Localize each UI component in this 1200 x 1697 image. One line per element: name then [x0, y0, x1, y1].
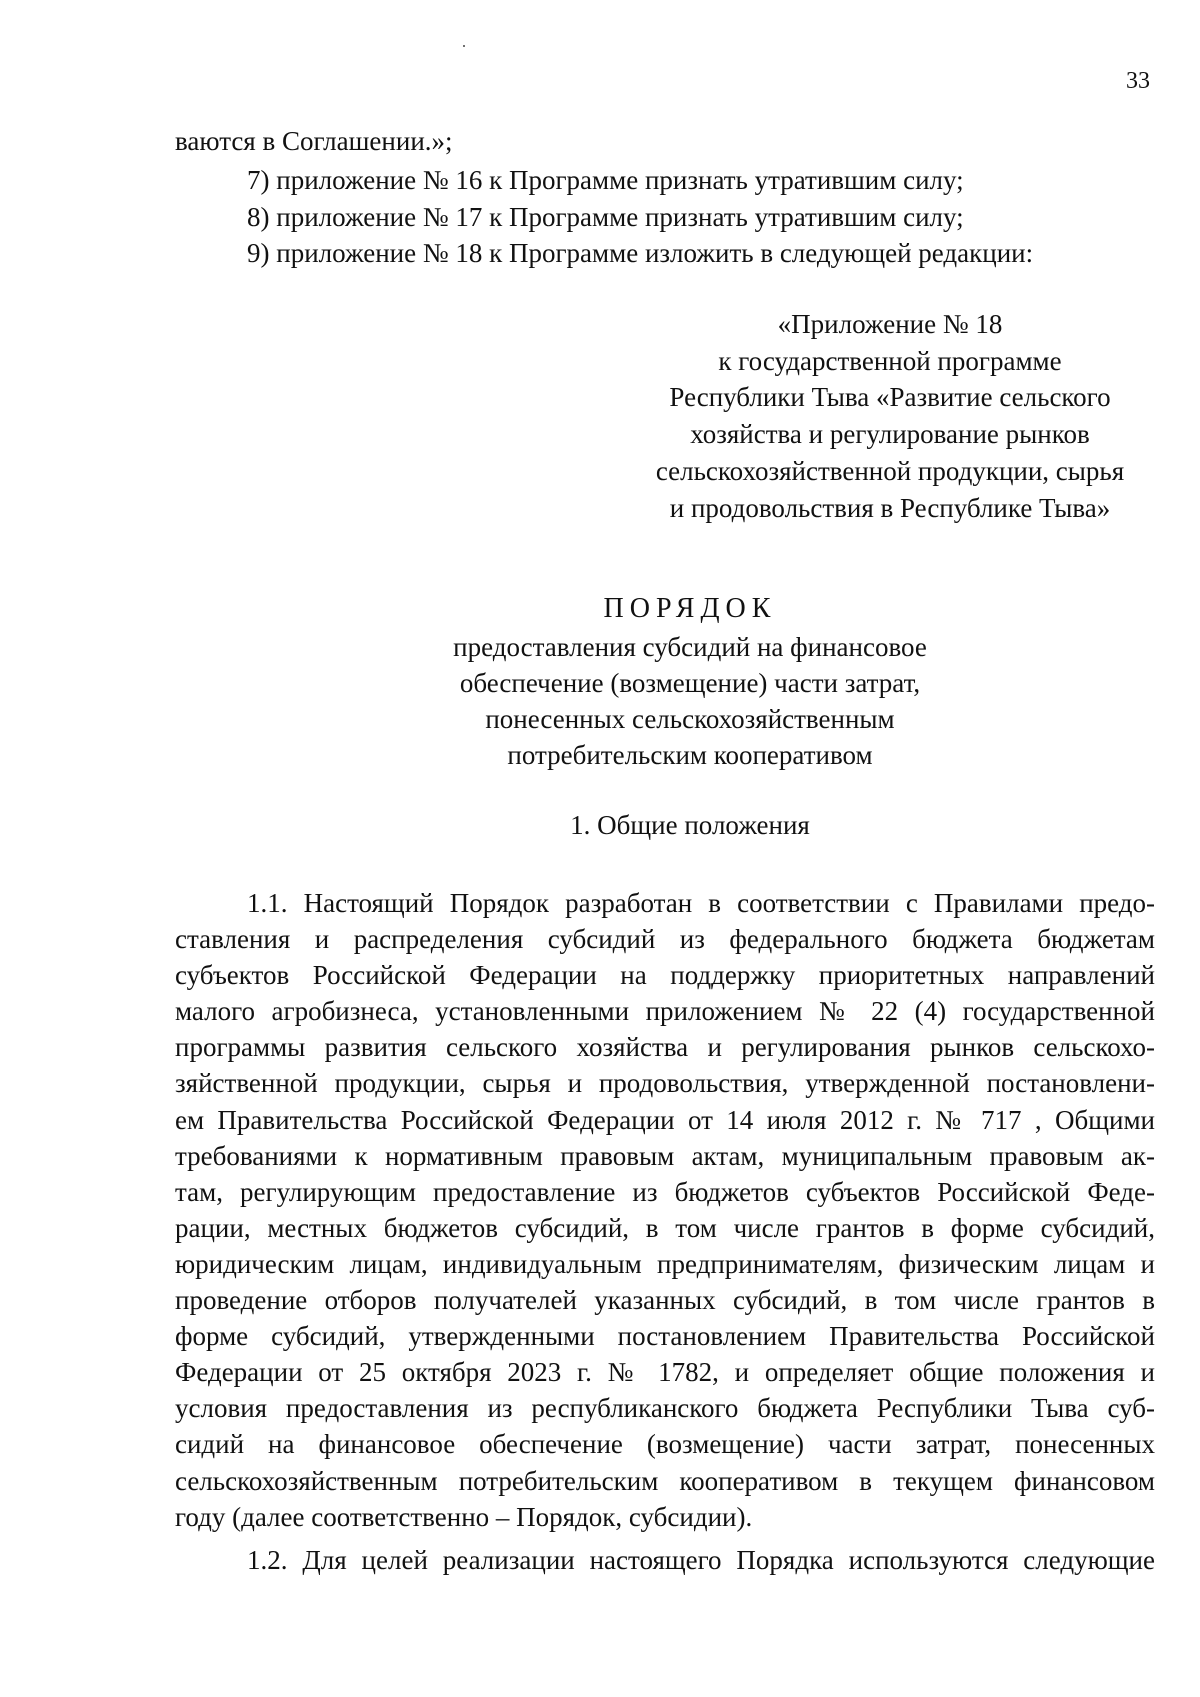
heading-title: ПОРЯДОК	[603, 593, 777, 624]
intro-line: 7) приложение № 16 к Программе признать утратившим силу;	[247, 165, 964, 195]
paragraph-line: юридическим лицам, индивидуальным предпринимателям, физическим лицам и	[175, 1248, 1155, 1279]
paragraph-line: ем Правительства Российской Федерации от 14 июля 2012 г. № 717 , Общими	[175, 1104, 1155, 1135]
heading-subtitle-line: обеспечение (возмещение) части затрат,	[459, 668, 921, 698]
paragraph-line: зяйственной продукции, сырья и продовольствия, утвержденной постановлени-	[175, 1068, 1155, 1099]
appendix-line: «Приложение № 18	[777, 309, 1003, 339]
paragraph-1-1	[175, 885, 1155, 1535]
paragraph-line: субъектов Российской Федерации на поддержку приоритетных направлений	[175, 960, 1155, 991]
appendix-line: хозяйства и регулирование рынков	[690, 419, 1090, 450]
paragraph-line: там, регулирующим предоставление из бюджетов субъектов Российской Феде-	[175, 1176, 1155, 1207]
document-heading	[280, 591, 1100, 773]
paragraph-line: требованиями к нормативным правовым актам, муниципальным правовым ак-	[175, 1140, 1155, 1171]
paragraph-line: ставления и распределения субсидий из федерального бюджета бюджетам	[175, 924, 1155, 955]
intro-line: 8) приложение № 17 к Программе признать утратившим силу;	[247, 202, 964, 232]
appendix-header	[620, 306, 1160, 526]
appendix-line: к государственной программе	[718, 345, 1062, 376]
paragraph-line: форме субсидий, утвержденными постановлением Правительства Российской	[175, 1321, 1155, 1352]
paragraph-line: 1.2. Для целей реализации настоящего Порядка используются следующие	[247, 1545, 1155, 1575]
intro-line: 9) приложение № 18 к Программе изложить в следующей редакции:	[247, 238, 1034, 268]
paragraph-line: малого агробизнеса, установленными приложением № 22 (4) государственной	[175, 996, 1155, 1027]
appendix-line: сельскохозяйственной продукции, сырья	[655, 455, 1125, 486]
scan-speck	[463, 45, 465, 47]
heading-subtitle-line: предоставления субсидий на финансовое	[453, 632, 927, 662]
paragraph-line: сельскохозяйственным потребительским кооперативом в текущем финансовом	[175, 1465, 1155, 1496]
heading-subtitle-line: потребительским кооперативом	[507, 740, 873, 770]
section-title: 1. Общие положения	[570, 810, 810, 840]
paragraph-line: Федерации от 25 октября 2023 г. № 1782, и определяет общие положения и	[175, 1357, 1155, 1388]
paragraph-line: году (далее соответственно – Порядок, субсидии).	[175, 1501, 753, 1532]
paragraph-line: программы развития сельского хозяйства и регулирования рынков сельскохо-	[175, 1032, 1155, 1063]
paragraph-line: условия предоставления из республиканского бюджета Республики Тыва суб-	[175, 1393, 1155, 1424]
paragraph-line: проведение отборов получателей указанных субсидий, в том числе грантов в	[175, 1285, 1155, 1316]
paragraph-line: 1.1. Настоящий Порядок разработан в соответствии с Правилами предо-	[247, 888, 1155, 918]
appendix-line: Республики Тыва «Развитие сельского	[669, 382, 1111, 413]
intro-line: ваются в Соглашении.»;	[175, 126, 453, 156]
paragraph-line: сидий на финансовое обеспечение (возмещение) части затрат, понесенных	[175, 1429, 1155, 1460]
page-number: 33	[1126, 68, 1150, 94]
paragraph-line: рации, местных бюджетов субсидий, в том числе грантов в форме субсидий,	[175, 1212, 1155, 1243]
appendix-line: и продовольствия в Республике Тыва»	[669, 492, 1111, 523]
heading-subtitle-line: понесенных сельскохозяйственным	[485, 704, 895, 734]
paragraph-1-2	[175, 1542, 1155, 1578]
